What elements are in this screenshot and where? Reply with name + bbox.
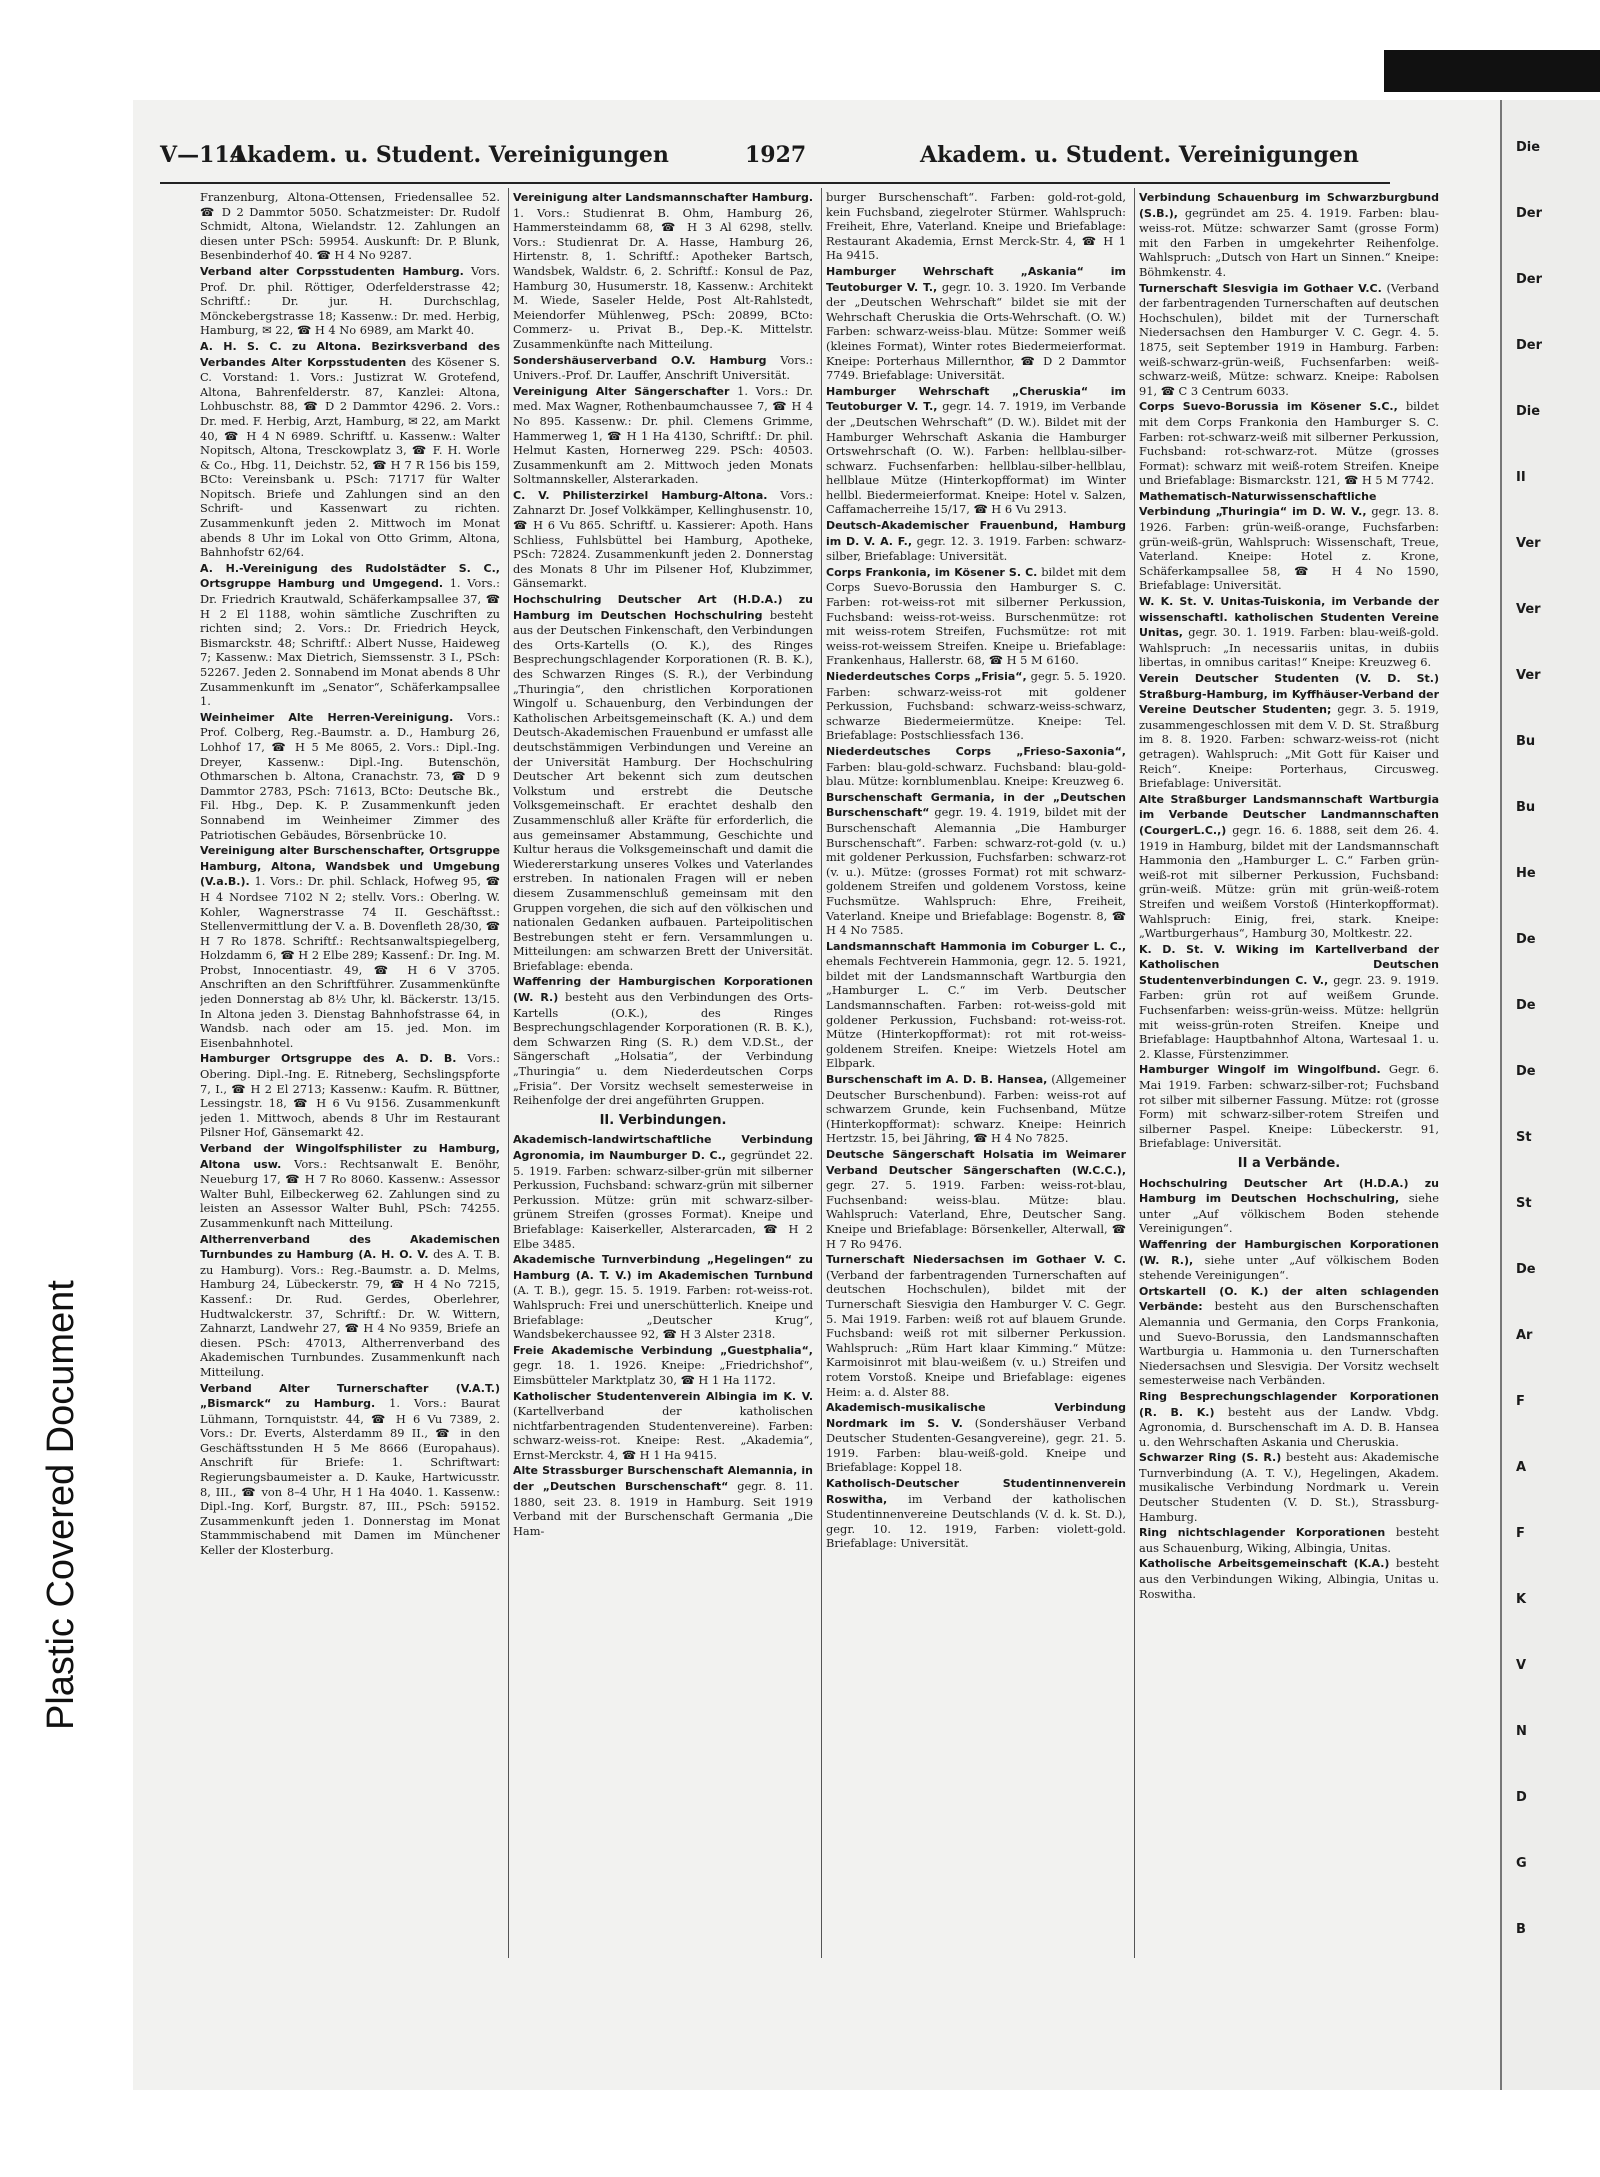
column-divider (1134, 188, 1135, 1958)
next-page-stub: St (1516, 1196, 1532, 1211)
directory-entry (1139, 1450, 1439, 1524)
directory-entry (200, 561, 500, 709)
directory-entry (1139, 671, 1439, 791)
next-page-edge (1500, 100, 1600, 2090)
directory-entry (1139, 1284, 1439, 1388)
directory-entry (826, 1400, 1126, 1475)
entry-text: gegründet am 25. 4. 1919. Farben: blau-weiss-rot. Mütze: schwarzer Samt (grosse Form) mit den Farben in umgekehrter Reihenfolge. Wahlspruch: „Dutsch von Hart un Sinnen.“ Kneipe: Böhmkenstr. 4. (1139, 205, 1439, 279)
entry-text: gegr. 5. 5. 1920. Farben: schwarz-weiss-rot mit goldener Perkussion, Fuchsband: schwarz-weiss-schwarz, schwarze Biedermeiermütze. Kneipe: Tel. Briefablage: Postschliessfach 136. (826, 669, 1126, 743)
directory-entry (826, 190, 1126, 263)
entry-heading: Sondershäuserverband O.V. Hamburg (513, 353, 767, 367)
directory-entry (826, 1147, 1126, 1251)
directory-entry (513, 1343, 813, 1388)
entry-text: (Verband der farbentragenden Turnerschaften auf deutschen Hochschulen), bildet mit der Turnerschaft Siesvigia den Hamburger V. C. Gegr. 5. Mai 1919. Farben: weiß rot auf blauem Grunde. Fuchsband: weiß rot mit silberner Perkussion. Wahlspruch: „Rüm Hart klaar Kimming.“ Mütze: Karmoisinrot mit blau-weißem (v. u.) Streifen und rotem Vorstoß. Kneipe und Briefablage: eigenes Heim: a. d. Alster 88. (826, 1267, 1126, 1399)
next-page-stub: He (1516, 866, 1536, 881)
entry-heading: Niederdeutsches Corps „Frisia“, (826, 670, 1027, 683)
entry-heading: Burschenschaft Germania, in der „Deutschen Burschenschaft“ (826, 790, 1126, 820)
entry-heading: A. H. S. C. zu Altona. Bezirksverband des Verbandes Alter Korpsstudenten (200, 339, 500, 369)
directory-entry (200, 190, 500, 263)
entry-heading: Turnerschaft Niedersachsen im Gothaer V. C. (826, 1253, 1126, 1267)
column-divider (508, 188, 509, 1958)
header-right-title: Akadem. u. Student. Vereinigungen (920, 142, 1359, 168)
directory-entry (826, 518, 1126, 564)
directory-entry (200, 264, 500, 338)
directory-entry (513, 353, 813, 383)
next-page-stub: De (1516, 998, 1536, 1013)
entry-text: Vors.: Univers.-Prof. Dr. Lauffer, Anschrift Universität. (513, 352, 813, 383)
next-page-stub: St (1516, 1130, 1532, 1145)
entry-text: gegr. 10. 3. 1920. Im Verbande der „Deutschen Wehrschaft“ bildet sie mit der Wehrschaft Cheruskia die Orts-Wehrschaft. (O. W.) Farben: schwarz-weiss-blau. Mütze: Sommer weiß (kleines Format), Winter rotes Biedermeierformat. Kneipe: Porterhaus Millernthor, ☎ D 2 Dammtor 7749. Briefablage: Universität. (826, 279, 1126, 383)
entry-heading: Vereinigung alter Landsmannschafter Hamburg. (513, 191, 813, 204)
entry-heading: Ring Besprechungschlagender Korporationen (R. B. K.) (1139, 1389, 1439, 1419)
next-page-stub: Der (1516, 338, 1543, 353)
entry-text: gegr. 16. 6. 1888, seit dem 26. 4. 1919 in Hamburg, bildet mit der Landsmannschaft Hammonia den „Hamburger L. C.“ Farben grün-weiß-rot mit silberner Perkussion, Fuchsband: grün-weiß. Mütze: grün mit grün-weiß-rotem Streifen und weißem Vorstoß (Hinterkopfformat). Wahlspruch: Einig, frei, stark. Kneipe: „Wartburgerhaus“, Hamburg 30, Moltkestr. 22. (1139, 822, 1439, 941)
next-page-stub: A (1516, 1460, 1527, 1475)
directory-entry (200, 1381, 500, 1558)
entry-heading: Hamburger Ortsgruppe des A. D. B. (200, 1052, 457, 1066)
entry-heading: Hochschulring Deutscher Art (H.D.A.) zu Hamburg im Deutschen Hochschulring, (1139, 1176, 1439, 1206)
entry-text: 1. Vors.: Studienrat B. Ohm, Hamburg 26, Hammersteindamm 68, ☎ H 3 Al 6298, stellv. Vors.: Studienrat Dr. A. Hasse, Hamburg 26, Hirtenstr. 8, 1. Schriftf.: Apotheker Bartsch, Wandsbek, Waldstr. 6, 2. Schriftf.: Konsul de Paz, Hamburg 30, Husumerstr. 18, Kassenw.: Architekt M. Wiede, Saseler Helde, Post Alt-Rahlstedt, Meiendorfer Mühlenweg, PSch: 20899, BCto: Commerz- u. Privat B., Dep.-K. Mittelstr. Zusammenkünfte nach Mitteilung. (513, 205, 813, 351)
entry-heading: Vereinigung Alter Sängerschafter (513, 384, 730, 398)
entry-text: burger Burschenschaft“. Farben: gold-rot-gold, kein Fuchsband, ziegelroter Stürmer. Wahlspruch: Freiheit, Ehre, Vaterland. Kneipe und Briefablage: Restaurant Akademia, Ernst Merck-Str. 4, ☎ H 1 Ha 9415. (826, 190, 1126, 263)
next-page-stub: De (1516, 1064, 1536, 1079)
directory-entry (513, 1132, 813, 1251)
entry-heading: Freie Akademische Verbindung „Guestphalia“, (513, 1343, 813, 1357)
entry-text: besteht aus Schauenburg, Wiking, Albingia, Unitas. (1139, 1525, 1439, 1555)
entry-heading: Verband Alter Turnerschafter (V.A.T.) „Bismarck“ zu Hamburg. (200, 1381, 500, 1411)
entry-heading: Waffenring der Hamburgischen Korporationen (W. R.), (1139, 1237, 1439, 1267)
entry-heading: Alte Strassburger Burschenschaft Alemannia, in der „Deutschen Burschenschaft“ (513, 1464, 813, 1494)
entry-text: gegr. 18. 1. 1926. Kneipe: „Friedrichshof“, Eimsbütteler Marktplatz 30, ☎ H 1 Ha 1172. (513, 1358, 813, 1387)
next-page-stub: Ver (1516, 536, 1541, 551)
entry-heading: Katholischer Studentenverein Albingia im K. V. (513, 1389, 813, 1403)
column-4 (1139, 190, 1439, 1960)
directory-entry (200, 1141, 500, 1231)
directory-entry (826, 744, 1126, 789)
left-margin (0, 0, 130, 2177)
entry-text: bildet mit dem Corps Suevo-Borussia den Hamburger S. C. Farben: rot-weiss-rot mit silberner Perkussion, Fuchsband: weiss-rot-weiss. Burschenmütze: rot mit weiss-rotem Streifen, Fuchsmütze: rot mit weiss-rot-weissem Streifen. Kneipe u. Briefablage: Frankenhaus, Hallerstr. 68, ☎ H 5 M 6160. (826, 564, 1126, 668)
next-page-stub: K (1516, 1592, 1527, 1607)
directory-entry (1139, 281, 1439, 399)
corner-block (1384, 50, 1600, 92)
directory-entry (1139, 1062, 1439, 1151)
column-divider (821, 188, 822, 1958)
entry-heading: Hamburger Wingolf im Wingolfbund. (1139, 1063, 1381, 1077)
entry-heading: Hamburger Wehrschaft „Askania“ im Teutoburger V. T., (826, 264, 1126, 294)
directory-entry (1139, 1237, 1439, 1283)
directory-entry (1139, 792, 1439, 941)
entry-heading: A. H.-Vereinigung des Rudolstädter S. C., Ortsgruppe Hamburg und Umgegend. (200, 561, 500, 591)
entry-text: Vors. Prof. Dr. phil. Röttiger, Oderfelderstrasse 42; Schriftf.: Dr. jur. H. Durchschlag, Mönckebergstrasse 18; Kassenw.: Dr. med. Herbig, Hamburg, ✉ 22, ☎ H 4 No 6989, am Markt 40. (200, 263, 500, 338)
entry-text: 1. Vors.: Dr. Friedrich Krautwald, Schäferkampsallee 37, ☎ H 2 El 1188, wohin sämtliche Zuschriften zu richten sind; 2. Vors.: Dr. Friedrich Heyck, Bismarckstr. 48; Schriftf.: Albert Nusse, Haideweg 7; Kassenw.: Max Dietrich, Siemssenstr. 3 I., PSch: 52267. Jeden 2. Sonnabend im Monat abends 8 Uhr Zusammenkunft im „Senator“, Schäferkampsallee 1. (200, 576, 500, 709)
entry-heading: Altherrenverband des Akademischen Turnbundes zu Hamburg (A. H. O. V. (200, 1232, 500, 1262)
page-header (160, 142, 1390, 184)
entry-text: (Kartellverband der katholischen nichtfarbentragenden Studentenvereine). Farben: schwarz-weiss-rot. Kneipe: Rest. „Akademia“, Ernst-Merckstr. 4, ☎ H 1 Ha 9415. (513, 1404, 813, 1462)
directory-entry (1139, 942, 1439, 1062)
column-3 (826, 190, 1126, 1960)
directory-entry (513, 974, 813, 1107)
directory-entry (200, 339, 500, 560)
directory-entry (1139, 190, 1439, 280)
entry-text: Vors.: Zahnarzt Dr. Josef Volkkämper, Kellinghusenstr. 10, ☎ H 6 Vu 865. Schriftf. u. Kassierer: Apoth. Hans Schliess, Fuhlsbüttel bei Hamburg, Apotheke, PSch: 72824. Zusammenkunft jeden 2. Donnerstag des Monats 8 Uhr im Pilsener Hof, Klubzimmer, Gänsemarkt. (513, 487, 813, 591)
entry-text: besteht aus den Burschenschaften Alemannia und Germania, den Corps Frankonia, und Suevo-Borussia, den Landsmannschaften Wartburgia u. Hammonia u. den Turnerschaften Niedersachsen und Slesvigia. Der Vorsitz wechselt semesterweise nach Verbänden. (1139, 1299, 1439, 1388)
entry-text: gegr. 19. 4. 1919, bildet mit der Burschenschaft Alemannia „Die Hamburger Burschenschaft“. Farben: schwarz-rot-gold (v. u.) mit goldener Perkussion, Fuchsfarben: schwarz-rot (v. u.). Mütze: (grosses Format) rot mit schwarz-goldenem Streifen und goldenem Vorstoss, keine Fuchsmütze. Wahlspruch: Ehre, Freiheit, Vaterland. Kneipe und Briefablage: Bogenstr. 8, ☎ H 4 No 7585. (826, 805, 1126, 938)
entry-heading: Deutsch-Akademischer Frauenbund, Hamburg im D. V. A. F., (826, 519, 1126, 548)
entry-text: gegr. 12. 3. 1919. Farben: schwarz-silber, Briefablage: Universität. (826, 533, 1126, 564)
page-number: V—114 (160, 142, 245, 168)
entry-text: (Allgemeiner Deutscher Burschenbund). Farben: weiss-rot auf schwarzem Grunde, kein Fuchsenband, Mütze (Hinterkopfformat): schwarz. Kneipe: Heinrich Hertzstr. 15, bei Jähring, ☎ H 4 No 7825. (826, 1072, 1126, 1146)
directory-entry (1139, 1389, 1439, 1449)
directory-entry (826, 669, 1126, 743)
directory-entry (1139, 1556, 1439, 1601)
entry-text: besteht aus den Verbindungen des Orts-Kartells (O.K.), des Ringes Besprechungschlagender Korporationen (R. B. K.), dem Schwarzen Ring (S. R.) dem V.D.St., der Sängerschaft „Holsatia“, der Verbindung „Thuringia“ u. dem Niederdeutschen Corps „Frisia“. Der Vorsitz wechselt semesterweise in Reihenfolge der drei angeführten Gruppen. (513, 990, 813, 1108)
entry-text: besteht aus der Deutschen Finkenschaft, den Verbindungen des Orts-Kartells (O. K.), des Ringes Besprechungschlagender Korporationen (R. B. K.), des Schwarzen Ringes (S. R.), der Verbindung „Thuringia“, den christlichen Korporationen Wingolf u. Schauenburg, den Verbindungen der Katholischen Arbeitsgemeinschaft (K. A.) und dem Deutsch-Akademischen Frauenbund er umfasst alle deutschstämmigen Verbindungen und Vereine an der Universität Hamburg. Der Hochschulring Deutscher Art bekennt sich zum deutschen Volkstum und erstrebt die Deutsche Volksgemeinschaft. Er erachtet deshalb den Zusammenschluß aller Kräfte für erforderlich, die aus gemeinsamer Abstammung, Geschichte und Kultur heraus die Volksgemeinschaft und damit die Wiedererstarkung unseres Volkes und Vaterlandes erstreben. In nationalen Fragen will er neben diesem Zusammenschluß gemeinsam mit den Gruppen vorgehen, die sich auf den völkischen und nationalen Gedanken aufbauen. Parteipolitischen Bestrebungen steht er fern. Versammlungen u. Mitteilungen: am schwarzen Brett der Universität. Briefablage: ebenda. (513, 607, 813, 973)
entry-text: Gegr. 6. Mai 1919. Farben: schwarz-silber-rot; Fuchsband rot silber mit silberner Fassung. Mütze: rot (grosse Form) mit schwarz-silber-rotem Streifen und silberner Paspel. Kneipe: Lübeckerstr. 91, Briefablage: Universität. (1139, 1062, 1439, 1151)
next-page-stub: F (1516, 1394, 1525, 1409)
directory-entry (513, 190, 813, 352)
entry-heading: Corps Frankonia, im Kösener S. C. (826, 565, 1038, 579)
entry-heading: Hochschulring Deutscher Art (H.D.A.) zu Hamburg im Deutschen Hochschulring (513, 593, 813, 622)
entry-heading: Mathematisch-Naturwissenschaftliche Verbindung „Thuringia“ im D. W. V., (1139, 489, 1377, 519)
entry-heading: Ring nichtschlagender Korporationen (1139, 1526, 1386, 1540)
entry-heading: Landsmannschaft Hammonia im Coburger L. C., (826, 939, 1126, 953)
entry-text: gegr. 13. 8. 1926. Farben: grün-weiß-orange, Fuchsfarben: grün-weiß-grün, Wahlspruch: Wissenschaft, Treue, Vaterland. Kneipe: Hotel z. Krone, Schäferkampsallee 58, ☎ H 4 No 1590, Briefablage: Universität. (1139, 504, 1439, 593)
entry-text: besteht aus der Landw. Vbdg. Agronomia, d. Burschenschaft im A. D. B. Hansea u. den Wehrschaften Askania und Cheruskia. (1139, 1404, 1439, 1449)
directory-entry (200, 843, 500, 1050)
side-label: Plastic Covered Document (40, 1280, 82, 1730)
entry-heading: Verbindung Schauenburg im Schwarzburgbund (S.B.), (1139, 191, 1439, 220)
next-page-stub: B (1516, 1922, 1526, 1937)
header-year: 1927 (745, 142, 807, 168)
next-page-stub: F (1516, 1526, 1525, 1541)
entry-heading: Akademische Turnverbindung „Hegelingen“ zu Hamburg (A. T. V.) im Akademischen Turnbund (513, 1253, 813, 1282)
entry-heading: Verband alter Corpsstudenten Hamburg. (200, 264, 464, 278)
entry-text: gegr. 30. 1. 1919. Farben: blau-weiß-gold. Wahlspruch: „In necessariis unitas, in dubiis libertas, in omnibus caritas!“ Kneipe: Kreuzweg 6. (1139, 625, 1439, 670)
directory-entry (1139, 399, 1439, 488)
entry-heading: C. V. Philisterzirkel Hamburg-Altona. (513, 488, 768, 502)
next-page-stub: De (1516, 932, 1536, 947)
next-page-stub: II (1516, 470, 1526, 485)
directory-entry (826, 790, 1126, 938)
entry-heading: Schwarzer Ring (S. R.) (1139, 1451, 1282, 1465)
entry-heading: Deutsche Sängerschaft Holsatia im Weimarer Verband Deutscher Sängerschaften (W.C.C.), (826, 1148, 1126, 1177)
next-page-stub: D (1516, 1790, 1527, 1805)
entry-heading: Ortskartell (O. K.) der alten schlagenden Verbände: (1139, 1284, 1439, 1314)
entry-text: bildet mit dem Corps Frankonia den Hamburger S. C. Farben: rot-schwarz-weiß mit silberner Perkussion, Fuchsband: rot-schwarz-rot. Mütze (grosses Format): schwarz mit weiß-rotem Streifen. Kneipe und Briefablage: Bismarckstr. 121, ☎ H 5 M 7742. (1139, 399, 1439, 488)
entry-text: siehe unter „Auf völkischem Boden stehende Vereinigungen“. (1139, 1252, 1439, 1283)
entry-text: (Sondershäuser Verband Deutscher Studenten-Gesangvereine), gegr. 21. 5. 1919. Farben: blau-weiß-gold. Kneipe und Briefablage: Koppel 18. (826, 1415, 1126, 1475)
directory-entry (1139, 489, 1439, 593)
entry-heading: K. D. St. V. Wiking im Kartellverband der Katholischen Deutschen Studentenverbindungen C. V., (1139, 942, 1439, 987)
directory-entry (826, 565, 1126, 668)
directory-entry (200, 710, 500, 842)
next-page-stub: Die (1516, 404, 1541, 419)
entry-text: besteht aus den Verbindungen Wiking, Albingia, Unitas u. Roswitha. (1139, 1556, 1439, 1601)
entry-text: gegr. 27. 5. 1919. Farben: weiss-rot-blau, Fuchsenband: weiss-blau. Mütze: blau. Wahlspruch: Vaterland, Ehre, Deutscher Sang. Kneipe und Briefablage: Börsenkeller, Alterwall, ☎ H 7 Ro 9476. (826, 1178, 1126, 1251)
directory-entry (513, 1389, 813, 1463)
entry-text: 1. Vors.: Baurat Lühmann, Tornquiststr. 44, ☎ H 6 Vu 7389, 2. Vors.: Dr. Everts, Alsterdamm 89 II., ☎ in den Geschäftsstunden H 5 Me 8666 (Europahaus). Anschrift für Briefe: 1. Schriftwart: Regierungsbaumeister a. D. Kauke, Hartwicusstr. 8, III., ☎ von 8–4 Uhr, H 1 Ha 4040. 1. Kassenw.: Dipl.-Ing. Korf, Burgstr. 87, III., PSch: 59152. Zusammenkunft jeden 1. Donnerstag im Monat Stammmischabend mit Damen im Münchener Keller der Klosterburg. (200, 1396, 500, 1558)
entry-heading: Katholische Arbeitsgemeinschaft (K.A.) (1139, 1557, 1390, 1571)
entry-text: des Kösener S. C. Vorstand: 1. Vors.: Justizrat W. Grotefend, Altona, Bahrenfelderstr. 87, Kanzlei: Altona, Lohbuschstr. 88, ☎ D 2 Dammtor 4296. 2. Vors.: Dr. med. F. Herbig, Arzt, Hamburg, ✉ 22, am Markt 40, ☎ H 4 N 6989. Schriftf. u. Kassenw.: Walter Nopitsch, Altona, Tresckowplatz 3, ☎ F. H. Worle & Co., Hbg. 11, Deichstr. 52, ☎ H 7 R 156 bis 159, BCto: Vereinsbank u. PSch: 71717 für Walter Nopitsch. Briefe und Zahlungen sind an den Schrift- und Kassenwart zu richten. Zusammenkunft jeden 2. Mittwoch im Monat abends 8 Uhr im Lokal von Otto Grimm, Altona, Bahnhofstr 62/64. (200, 354, 500, 560)
section-heading: II. Verbindungen. (599, 1112, 727, 1128)
next-page-stub: Der (1516, 206, 1543, 221)
next-page-stub: V (1516, 1658, 1527, 1673)
entry-heading: Weinheimer Alte Herren-Vereinigung. (200, 710, 454, 724)
entry-text: Farben: blau-gold-schwarz. Fuchsband: blau-gold-blau. Mütze: kornblumenblau. Kneipe: Kreuzweg 6. (826, 759, 1126, 789)
entry-text: Vors.: Rechtsanwalt E. Benöhr, Neueburg 17, ☎ H 7 Ro 8060. Kassenw.: Assessor Walter Buhl, Eilbeckerweg 62. Zahlungen sind zu leisten an Assessor Walter Buhl, PSch: 74255. Zusammenkunft nach Mitteilung. (200, 1156, 500, 1230)
next-page-stub: G (1516, 1856, 1527, 1871)
entry-text: besteht aus: Akademische Turnverbindung (A. T. V.), Hegelingen, Akadem. musikalische Verbindung Nordmark u. Verein Deutscher Studenten (V. D. St.), Strassburg-Hamburg. (1139, 1450, 1439, 1524)
entry-heading: Verband der Wingolfsphilister zu Hamburg, Altona usw. (200, 1142, 500, 1171)
entry-text: ehemals Fechtverein Hammonia, gegr. 12. 5. 1921, bildet mit der Landsmannschaft Wartburgia den „Hamburger L. C.“ im Verb. Deutscher Landsmannschaften. Farben: rot-weiss-gold mit goldener Perkussion, Fuchsband: rot-weiss-rot. Mütze (Hinterkopfformat): rot mit rot-weiss-goldenem Streifen. Kneipe: Wietzels Hotel am Elbpark. (826, 954, 1126, 1071)
entry-heading: Verein Deutscher Studenten (V. D. St.) Straßburg-Hamburg, im Kyffhäuser-Verband der Vereine Deutscher Studenten; (1139, 672, 1439, 717)
directory-entry (200, 1232, 500, 1380)
directory-entry (826, 939, 1126, 1071)
entry-text: gegr. 14. 7. 1919, im Verbande der „Deutschen Wehrschaft“ (D. W.). Bildet mit der Hamburger Wehrschaft Askania die Hamburger Ortswehrschaft (O. W.). Farben: hellblau-silber-schwarz. Fuchsenfarben: hellblau-silber-hellblau, hellblaue Mütze (Hinterkopfformat) im Winter hellbl. Biedermeierformat. Kneipe: Hotel v. Salzen, Caffamacherreihe 15/17, ☎ H 6 Vu 2913. (826, 399, 1126, 517)
next-page-stub: Bu (1516, 734, 1536, 749)
entry-text: (Verband der farbentragenden Turnerschaften auf deutschen Hochschulen), bildet mit der Turnerschaft Niedersachsen den Hamburger V. C. Gegr. 4. 5. 1875, seit September 1919 in Hamburg. Farben: weiß-schwarz-grün-weiß, Fuchsenfarben: weiß-schwarz-weiß, Mütze: schwarz. Kneipe: Rabolsen 91, ☎ C 3 Centrum 6033. (1139, 280, 1439, 398)
entry-text: Vors.: Prof. Colberg, Reg.-Baumstr. a. D., Hamburg 26, Lohhof 17, ☎ H 5 Me 8065, 2. Vors.: Dipl.-Ing. Dreyer, Kassenw.: Dipl.-Ing. Butenschön, Othmarschen b. Altona, Cranachstr. 73, ☎ D 9 Dammtor 2783, PSch: 71613, BCto: Deutsche Bk., Fil. Hbg., Dep. K. P. Zusammenkunft jeden Sonnabend im Weinheimer Zimmer des Patriotischen Gebäudes, Börsenbrücke 10. (200, 709, 500, 842)
entry-text: des A. T. B. zu Hamburg). Vors.: Reg.-Baumstr. a. D. Melms, Hamburg 24, Lübeckerstr. 79, ☎ H 4 No 7215, Kassenf.: Dr. Rud. Gerdes, Oberlehrer, Hudtwalckerstr. 37, Schriftf.: Dr. W. Wittern, Zahnarzt, Landwehr 27, ☎ H 4 No 9359, Briefe an diesen. PSch: 47013, Altherrenverband des Akademischen Turnbundes. Zusammenkunft nach Mitteilung. (200, 1247, 500, 1379)
entry-heading: Akademisch-musikalische Verbindung Nordmark im S. V. (826, 1401, 1126, 1430)
column-1 (200, 190, 500, 1960)
entry-text: im Verband der katholischen Studentinnenvereine Deutschlands (V. d. k. St. D.), gegr. 10. 12. 1919, Farben: violett-gold. Briefablage: Universität. (826, 1491, 1126, 1551)
entry-text: siehe unter „Auf völkischem Boden stehende Vereinigungen“. (1139, 1191, 1439, 1236)
entry-text: (A. T. B.), gegr. 15. 5. 1919. Farben: rot-weiss-rot. Wahlspruch: Frei und unerschütterlich. Kneipe und Briefablage: „Deutscher Krug“, Wandsbekerchaussee 92, ☎ H 3 Alster 2318. (513, 1283, 813, 1342)
entry-heading: Katholisch-Deutscher Studentinnenverein Roswitha, (826, 1477, 1126, 1506)
entry-heading: Vereinigung alter Burschenschafter, Ortsgruppe Hamburg, Altona, Wandsbek und Umgebung (V.a.B.). (200, 844, 500, 889)
entry-heading: Burschenschaft im A. D. B. Hansea, (826, 1073, 1048, 1087)
next-page-stub: Ver (1516, 602, 1541, 617)
next-page-stub: De (1516, 1262, 1536, 1277)
entry-heading: Waffenring der Hamburgischen Korporationen (W. R.) (513, 975, 813, 1005)
directory-entry (1139, 1525, 1439, 1555)
column-2 (513, 190, 813, 1960)
entry-text: gegründet 22. 5. 1919. Farben: schwarz-silber-grün mit silberner Perkussion, Fuchsband: schwarz-grün mit silberner Perkussion. Mütze: grün mit schwarz-silber-grünem Streifen (grosses Format). Kneipe und Briefablage: Kaiserkeller, Alsterarcaden, ☎ H 2 Elbe 3485. (513, 1148, 813, 1251)
directory-entry (1139, 594, 1439, 670)
next-page-stub: N (1516, 1724, 1527, 1739)
entry-text: gegr. 23. 9. 1919. Farben: grün rot auf weißem Grunde. Fuchsenfarben: weiss-grün-weiss. Mütze: hellgrün mit weiss-grün-roten Streifen. Kneipe und Briefablage: Hauptbahnhof Altona, Wartesaal 1. u. 2. Klasse, Fürstenzimmer. (1139, 972, 1439, 1061)
entry-text: 1. Vors.: Dr. phil. Schlack, Hofweg 95, ☎ H 4 Nordsee 7102 N 2; stellv. Vors.: Oberlng. W. Kohler, Wagnerstrasse 74 II. Geschäftsst.: Stellenvermittlung der V. a. B. Dovenfleth 28/30, ☎ H 7 Ro 1878. Schriftf.: Rechtsanwaltspiegelberg, Holzdamm 6, ☎ H 2 Elbe 289; Kassenf.: Dr. Ing. M. Probst, Innocentiastr. 49, ☎ H 6 V 3705. Anschriften an den Schriftführer. Zusammenkünfte jeden Donnerstag ab 8½ Uhr, kl. Bäckerstr. 13/15. In Altona jeden 3. Dienstag Bahnhofstrasse 64, in Wandsb. nach oder am 15. jed. Mon. im Eisenbahnhotel. (200, 874, 500, 1050)
directory-entry (826, 1252, 1126, 1399)
entry-heading: Corps Suevo-Borussia im Kösener S.C., (1139, 400, 1398, 414)
directory-entry (513, 592, 813, 973)
directory-entry (513, 488, 813, 591)
directory-entry (513, 1252, 813, 1342)
section-heading: II a Verbände. (1237, 1156, 1341, 1171)
entry-heading: Niederdeutsches Corps „Frieso-Saxonia“, (826, 744, 1126, 758)
entry-heading: W. K. St. V. Unitas-Tuiskonia, im Verbande der wissenschaftl. katholischen Studenten Vereine Unitas, (1139, 595, 1439, 640)
entry-heading: Akademisch-landwirtschaftliche Verbindung Agronomia, im Naumburger D. C., (513, 1133, 813, 1162)
directory-entry (1139, 1176, 1439, 1236)
entry-text: gegr. 8. 11. 1880, seit 23. 8. 1919 in Hamburg. Seit 1919 Verband mit der Burschenschaft Germania „Die Ham- (513, 1479, 813, 1538)
next-page-stub: Ar (1516, 1328, 1533, 1343)
directory-entry (513, 384, 813, 487)
entry-heading: Alte Straßburger Landsmannschaft Wartburgia im Verbande Deutscher Landmannschaften (CourgerL.C.,) (1139, 792, 1439, 837)
next-page-stub: Die (1516, 140, 1541, 155)
entry-text: 1. Vors.: Dr. med. Max Wagner, Rothenbaumchaussee 7, ☎ H 4 No 895. Kassenw.: Dr. phil. Clemens Grimme, Hammerweg 1, ☎ H 1 Ha 4130, Schriftf.: Dr. phil. Helmut Kasten, Hornerweg 229. PSch: 40503. Zusammenkunft am 2. Mittwoch jeden Monats Soltmannskeller, Alsterarkaden. (513, 383, 813, 487)
entry-text: Vors.: Obering. Dipl.-Ing. E. Ritneberg, Sechslingspforte 7, I., ☎ H 2 El 2713; Kassenw.: Kaufm. R. Büttner, Lessingstr. 18, ☎ H 6 Vu 9156. Zusammenkunft jeden 1. Mittwoch, abends 8 Uhr im Restaurant Pilsner Hof, Gänsemarkt 42. (200, 1051, 500, 1140)
entry-text: gegr. 3. 5. 1919, zusammengeschlossen mit dem V. D. St. Straßburg im 8. 8. 1920. Farben: schwarz-weiss-rot (nicht getragen). Wahlspruch: „Mit Gott für Kaiser und Reich“. Kneipe: Porterhaus, Circusweg. Briefablage: Universität. (1139, 702, 1439, 791)
entry-heading: Turnerschaft Slesvigia im Gothaer V.C. (1139, 281, 1382, 295)
next-page-stub: Bu (1516, 800, 1536, 815)
header-left-title: Akadem. u. Student. Vereinigungen (230, 142, 669, 168)
entry-heading: Hamburger Wehrschaft „Cheruskia“ im Teutoburger V. T., (826, 384, 1126, 414)
directory-entry (200, 1051, 500, 1140)
directory-entry (826, 384, 1126, 517)
next-page-stub: Ver (1516, 668, 1541, 683)
next-page-stub: Der (1516, 272, 1543, 287)
entry-text: Franzenburg, Altona-Ottensen, Friedensallee 52. ☎ D 2 Dammtor 5050. Schatzmeister: Dr. Rudolf Schmidt, Altona, Wielandstr. 12. Zahlungen an diesen unter PSch: 59954. Auskunft: Dr. P. Blunk, Besenbinderhof 40. ☎ H 4 No 9287. (200, 190, 500, 263)
directory-entry (513, 1463, 813, 1538)
directory-entry (826, 1476, 1126, 1551)
directory-entry (826, 1072, 1126, 1146)
directory-entry (826, 264, 1126, 383)
